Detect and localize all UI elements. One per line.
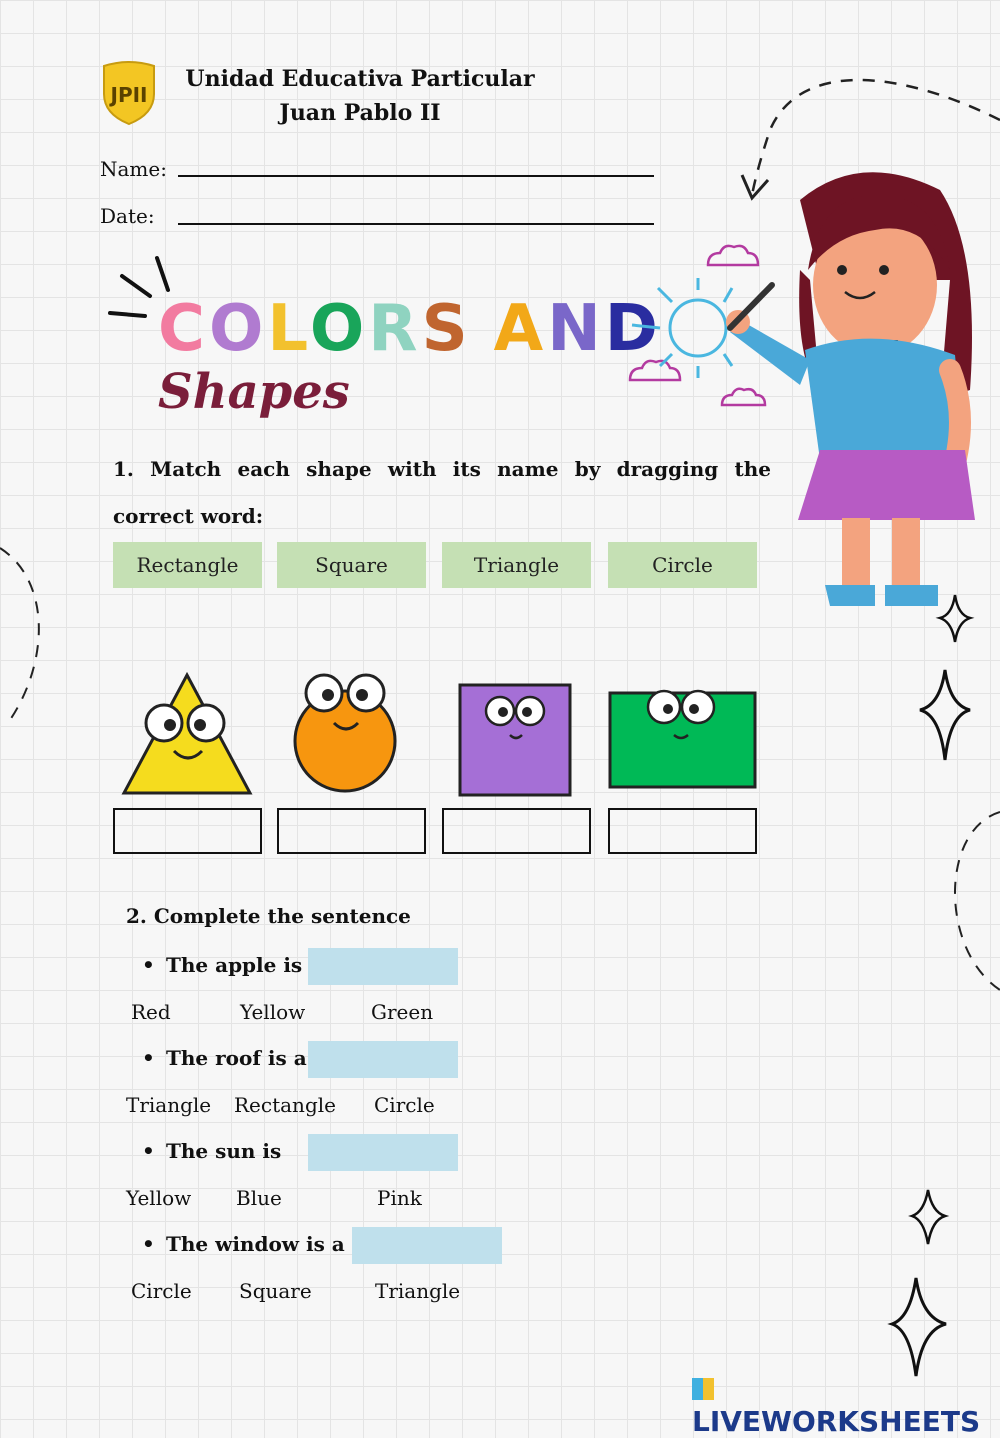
option-yellow: Yellow	[240, 1000, 306, 1024]
sentence-bullet: •	[142, 1139, 155, 1163]
title-letter: S	[421, 292, 472, 366]
school-name-line1: Unidad Educativa Particular	[185, 66, 535, 92]
option-green: Green	[371, 1000, 434, 1024]
school-name	[180, 62, 540, 130]
cloud-icon	[722, 389, 765, 405]
answer-box-square[interactable]	[442, 808, 591, 854]
title-letter: O	[309, 292, 369, 366]
title-letter: O	[208, 292, 268, 366]
word-chip-rectangle[interactable]: Rectangle	[113, 542, 262, 588]
brand-text: LIVEWORKSHEETS	[692, 1405, 981, 1438]
title-colors-and	[158, 292, 662, 366]
liveworksheets-icon	[692, 1378, 714, 1400]
option-yellow: Yellow	[126, 1186, 192, 1210]
left-dashed-curve	[0, 548, 39, 720]
accent-stroke	[110, 313, 145, 316]
option-rectangle: Rectangle	[234, 1093, 336, 1117]
right-dashed-curve	[955, 812, 1000, 990]
option-circle: Circle	[131, 1279, 192, 1303]
title-letter: N	[547, 292, 605, 366]
option-pink: Pink	[377, 1186, 422, 1210]
sentence-window: The window is a	[166, 1232, 345, 1256]
sentence-apple: The apple is	[166, 953, 303, 977]
accent-stroke	[157, 258, 168, 290]
question-2-instruction: 2. Complete the sentence	[126, 904, 411, 928]
title-letter: R	[368, 292, 422, 366]
circle-shape	[295, 675, 395, 791]
brush-icon	[730, 285, 772, 328]
blank-roof[interactable]	[308, 1041, 458, 1078]
accent-stroke	[122, 276, 150, 296]
title-letter: D	[604, 292, 662, 366]
sparkle-icon	[912, 1190, 945, 1244]
svg-text:JPII: JPII	[110, 83, 148, 107]
title-shapes: Shapes	[158, 364, 350, 420]
date-line[interactable]	[178, 223, 654, 225]
school-name-line2: Juan Pablo II	[279, 100, 441, 126]
sparkle-icon	[892, 1278, 946, 1376]
sentence-bullet: •	[142, 953, 155, 977]
sparkle-icon	[920, 670, 970, 760]
title-letter: L	[267, 292, 310, 366]
answer-box-triangle[interactable]	[113, 808, 262, 854]
name-label: Name:	[100, 157, 167, 181]
square-shape	[460, 685, 570, 795]
blank-window[interactable]	[352, 1227, 502, 1264]
word-chip-triangle[interactable]: Triangle	[442, 542, 591, 588]
rectangle-shape	[610, 691, 755, 787]
answer-box-circle[interactable]	[277, 808, 426, 854]
option-red: Red	[131, 1000, 171, 1024]
sentence-sun: The sun is	[166, 1139, 282, 1163]
shape-illustrations	[112, 665, 767, 805]
sentence-bullet: •	[142, 1232, 155, 1256]
title-letter: A	[493, 292, 548, 366]
option-blue: Blue	[236, 1186, 282, 1210]
sentence-bullet: •	[142, 1046, 155, 1070]
answer-box-rectangle[interactable]	[608, 808, 757, 854]
date-label: Date:	[100, 204, 155, 228]
word-chip-circle[interactable]: Circle	[608, 542, 757, 588]
option-triangle: Triangle	[375, 1279, 461, 1303]
name-line[interactable]	[178, 175, 654, 177]
option-square: Square	[239, 1279, 312, 1303]
option-triangle: Triangle	[126, 1093, 212, 1117]
word-chip-square[interactable]: Square	[277, 542, 426, 588]
option-circle: Circle	[374, 1093, 435, 1117]
cloud-icon	[630, 361, 680, 380]
blank-apple[interactable]	[308, 948, 458, 985]
sentence-roof: The roof is a	[166, 1046, 307, 1070]
cloud-icon	[708, 246, 758, 265]
question-1-instruction: 1. Match each shape with its name by dragging the correct word:	[113, 457, 771, 528]
title-letter: C	[158, 292, 209, 366]
school-logo	[100, 60, 158, 126]
triangle-shape	[124, 675, 250, 793]
liveworksheets-logo	[692, 1372, 1000, 1438]
blank-sun[interactable]	[308, 1134, 458, 1171]
